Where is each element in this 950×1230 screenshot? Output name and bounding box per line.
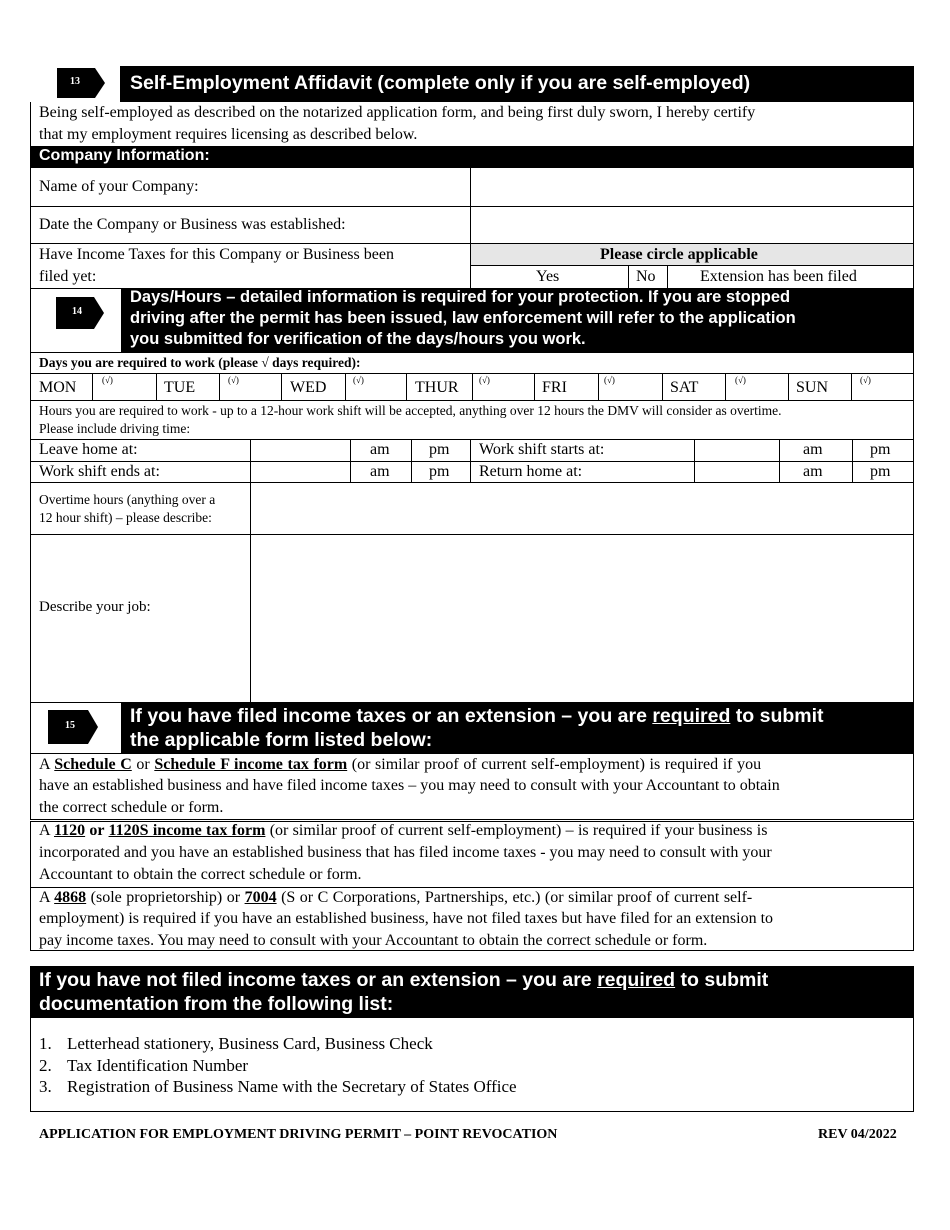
day-thur: THUR	[415, 379, 459, 396]
not-filed-title-1: If you have not filed income taxes or an extension – you are required to submit	[39, 969, 769, 991]
section-15-title-2: the applicable form listed below:	[130, 729, 433, 751]
shift-starts-am[interactable]: am	[803, 441, 823, 458]
option-yes[interactable]: Yes	[536, 268, 560, 285]
day-sun: SUN	[796, 379, 829, 396]
affidavit-intro-line2: that my employment requires licensing as described below.	[39, 126, 418, 143]
return-home-label: Return home at:	[479, 463, 583, 480]
leave-home-pm[interactable]: pm	[429, 441, 450, 458]
list-item-1-num: 1.	[39, 1034, 52, 1053]
section-13-number: 13	[70, 76, 80, 87]
hours-note-2: Please include driving time:	[39, 421, 191, 436]
company-name-field[interactable]	[471, 169, 913, 206]
describe-job-label: Describe your job:	[39, 599, 151, 615]
day-sat-check[interactable]: (√)	[735, 375, 746, 385]
day-sat: SAT	[670, 379, 699, 396]
footer-form-title: APPLICATION FOR EMPLOYMENT DRIVING PERMIT – POINT REVOCATION	[39, 1127, 558, 1142]
day-thur-check[interactable]: (√)	[479, 375, 490, 385]
list-item-1: Letterhead stationery, Business Card, Business Check	[67, 1034, 433, 1053]
income-taxes-label-1: Have Income Taxes for this Company or Business been	[39, 246, 394, 263]
overtime-field[interactable]	[251, 483, 913, 534]
date-established-field[interactable]	[471, 207, 913, 243]
shift-ends-time[interactable]	[251, 462, 350, 482]
describe-job-field[interactable]	[251, 535, 913, 702]
company-name-label: Name of your Company:	[39, 178, 199, 195]
day-mon: MON	[39, 379, 77, 396]
return-home-time[interactable]	[695, 462, 779, 482]
days-label: Days you are required to work (please √ days required):	[39, 355, 361, 370]
section-14-title-1: Days/Hours – detailed information is required for your protection. If you are stopped	[130, 288, 791, 306]
day-sun-check[interactable]: (√)	[860, 375, 871, 385]
section-13-title: Self-Employment Affidavit (complete only if you are self-employed)	[130, 72, 751, 94]
day-tue: TUE	[164, 379, 196, 396]
shift-ends-label: Work shift ends at:	[39, 463, 160, 480]
shift-starts-label: Work shift starts at:	[479, 441, 605, 458]
day-fri-check[interactable]: (√)	[604, 375, 615, 385]
schedule-c-line2: have an established business and have filed income taxes – you may need to consult with your Accountant to obtain	[39, 777, 780, 794]
affidavit-intro-line1: Being self-employed as described on the notarized application form, and being first duly sworn, I hereby certify	[39, 104, 756, 121]
schedule-c-line3: the correct schedule or form.	[39, 799, 224, 816]
option-extension-filed[interactable]: Extension has been filed	[700, 268, 857, 285]
list-item-2-num: 2.	[39, 1056, 52, 1075]
day-wed: WED	[290, 379, 327, 396]
return-home-am[interactable]: am	[803, 463, 823, 480]
not-filed-title-2: documentation from the following list:	[39, 993, 394, 1015]
shift-ends-pm[interactable]: pm	[429, 463, 450, 480]
company-info-title: Company Information:	[39, 147, 210, 164]
form-4868-line1: A 4868 (sole proprietorship) or 7004 (S or C Corporations, Partnerships, etc.) (or similar proof of current self-	[39, 889, 753, 906]
days-row	[30, 374, 914, 400]
option-no[interactable]: No	[636, 268, 656, 285]
section-13-arrow-badge	[57, 68, 105, 98]
shift-ends-am[interactable]: am	[370, 463, 390, 480]
list-item-2: Tax Identification Number	[67, 1056, 249, 1075]
overtime-label-2: 12 hour shift) – please describe:	[39, 510, 212, 525]
shift-starts-time[interactable]	[695, 440, 779, 461]
shift-starts-pm[interactable]: pm	[870, 441, 891, 458]
income-taxes-label-2: filed yet:	[39, 268, 97, 285]
form-1120-line3: Accountant to obtain the correct schedule or form.	[39, 866, 362, 883]
footer-revision: REV 04/2022	[818, 1127, 897, 1142]
section-15-title-1: If you have filed income taxes or an extension – you are required to submit	[130, 705, 824, 727]
overtime-label-1: Overtime hours (anything over a	[39, 492, 216, 507]
form-1120-line2: incorporated and you have an established business that has filed income taxes - you may need to consult with your	[39, 844, 772, 861]
form-4868-line2: employment) is required if you have an established business, have not filed taxes but have filed for an extension to	[39, 910, 774, 927]
schedule-c-line1: A Schedule C or Schedule F income tax form (or similar proof of current self-employment) is required if you	[39, 756, 762, 773]
leave-home-time[interactable]	[251, 440, 350, 461]
date-established-label: Date the Company or Business was established:	[39, 216, 346, 233]
circle-applicable-text: Please circle applicable	[600, 246, 758, 263]
section-15-number: 15	[65, 720, 75, 731]
section-14-title-3: you submitted for verification of the days/hours you work.	[130, 330, 586, 348]
day-mon-check[interactable]: (√)	[102, 375, 113, 385]
section-14-title-2: driving after the permit has been issued, law enforcement will refer to the application	[130, 309, 796, 327]
return-home-pm[interactable]: pm	[870, 463, 891, 480]
form-4868-line3: pay income taxes. You may need to consult with your Accountant to obtain the correct schedule or form.	[39, 932, 708, 949]
day-tue-check[interactable]: (√)	[228, 375, 239, 385]
hours-note-1: Hours you are required to work - up to a 12-hour work shift will be accepted, anything over 12 hours the DMV will consider as overtime.	[39, 403, 782, 418]
leave-home-am[interactable]: am	[370, 441, 390, 458]
list-item-3-num: 3.	[39, 1077, 52, 1096]
section-14-number: 14	[72, 306, 82, 317]
day-wed-check[interactable]: (√)	[353, 375, 364, 385]
leave-home-label: Leave home at:	[39, 441, 138, 458]
list-item-3: Registration of Business Name with the Secretary of States Office	[67, 1077, 517, 1096]
form-1120-line1: A 1120 or 1120S income tax form (or similar proof of current self-employment) – is required if your business is	[39, 822, 768, 839]
day-fri: FRI	[542, 379, 567, 396]
